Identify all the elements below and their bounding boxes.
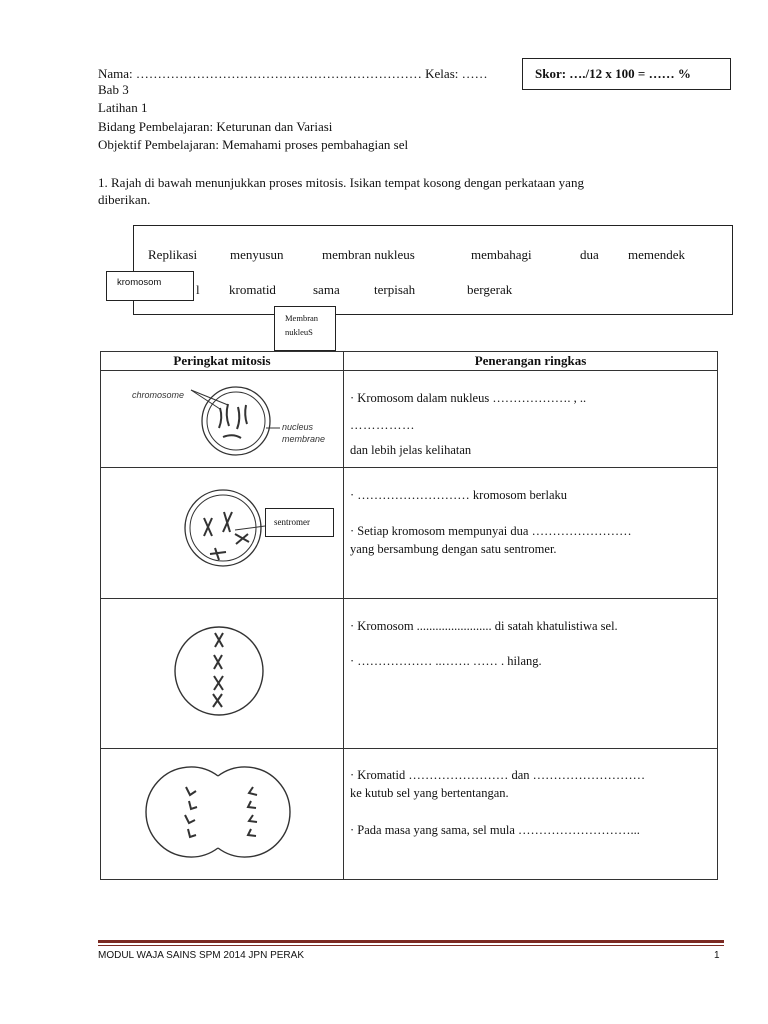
table-row [101, 749, 718, 880]
nucleus-diagram-label: nucleus [282, 422, 314, 432]
page-number: 1 [714, 950, 720, 961]
description-line: · Kromosom ........................ di satah khatulistiwa sel. [350, 619, 618, 633]
membran-nukleus-label-box [274, 306, 336, 351]
chapter-label: Bab 3 [98, 82, 129, 97]
description-line: ke kutub sel yang bertentangan. [350, 786, 509, 800]
stage-diagram-cell [101, 371, 344, 468]
description-line: · ……………… ..……. …… . hilang. [350, 654, 542, 668]
exercise-label: Latihan 1 [98, 100, 148, 115]
stage-diagram-cell [101, 749, 344, 880]
prophase-diagram [101, 371, 343, 462]
table-row [101, 371, 718, 468]
word-bank-word: memendek [628, 247, 686, 262]
name-class-line: Nama: ………………………………………………………… Kelas: …… [98, 66, 488, 81]
description-line: · Kromatid …………………… dan ……………………… [350, 768, 646, 782]
learning-objective: Objektif Pembelajaran: Memahami proses pembahagian sel [98, 137, 409, 152]
description-line: · Pada masa yang sama, sel mula ………………………... [350, 823, 640, 837]
word-bank-word: dua [580, 247, 599, 262]
word-bank-word: kromatid [229, 282, 276, 297]
word-bank-word: membran nukleus [322, 247, 415, 262]
description-cell [344, 599, 718, 749]
stage-column-header: Peringkat mitosis [101, 352, 344, 371]
word-bank-word: terpisah [374, 282, 416, 297]
footer-rule-thin [98, 945, 724, 946]
description-column-header: Penerangan ringkas [344, 352, 718, 371]
description-line: · Setiap kromosom mempunyai dua …………………… [350, 524, 632, 538]
table-row [101, 599, 718, 749]
sentromer-label-box [265, 508, 334, 537]
table-header-row [101, 352, 718, 371]
description-line: · ……………………… kromosom berlaku [350, 488, 567, 502]
learning-area: Bidang Pembelajaran: Keturunan dan Variasi [98, 119, 333, 134]
kromosom-label-box [106, 271, 194, 301]
table-row [101, 468, 718, 599]
description-cell [344, 749, 718, 880]
footer-module-title: MODUL WAJA SAINS SPM 2014 JPN PERAK [98, 950, 304, 961]
score-box: Skor: …./12 x 100 = …… % [522, 58, 731, 90]
membrane-diagram-label: membrane [282, 434, 326, 444]
description-line: dan lebih jelas kelihatan [350, 443, 472, 457]
word-bank-word: bergerak [467, 282, 513, 297]
footer-rule [98, 940, 724, 943]
sentromer-label: sentromer [274, 517, 310, 527]
metaphase-diagram [101, 599, 343, 743]
word-bank-word: Replikasi [148, 247, 198, 262]
word-bank-word: sama [313, 282, 340, 297]
word-bank-word: l [196, 282, 200, 297]
word-bank [133, 225, 733, 315]
description-line: …………… [350, 418, 415, 432]
membran-label-line1: Membran [285, 313, 319, 323]
description-cell [344, 468, 718, 599]
description-line: · Kromosom dalam nukleus ………………. , .. [350, 391, 587, 405]
kromosom-label: kromosom [117, 277, 162, 288]
word-bank-word: membahagi [471, 247, 532, 262]
stage-diagram-cell [101, 599, 344, 749]
anaphase-diagram [101, 749, 343, 874]
word-bank-word: menyusun [230, 247, 284, 262]
mitosis-table [100, 351, 718, 880]
description-line: yang bersambung dengan satu sentromer. [350, 542, 557, 556]
membran-label-line2: nukleuS [285, 327, 313, 337]
description-cell [344, 371, 718, 468]
chromosome-diagram-label: chromosome [132, 390, 185, 400]
question-text-line2: diberikan. [98, 192, 151, 207]
question-text-line1: 1. Rajah di bawah menunjukkan proses mitosis. Isikan tempat kosong dengan perkataan yang [98, 175, 584, 190]
